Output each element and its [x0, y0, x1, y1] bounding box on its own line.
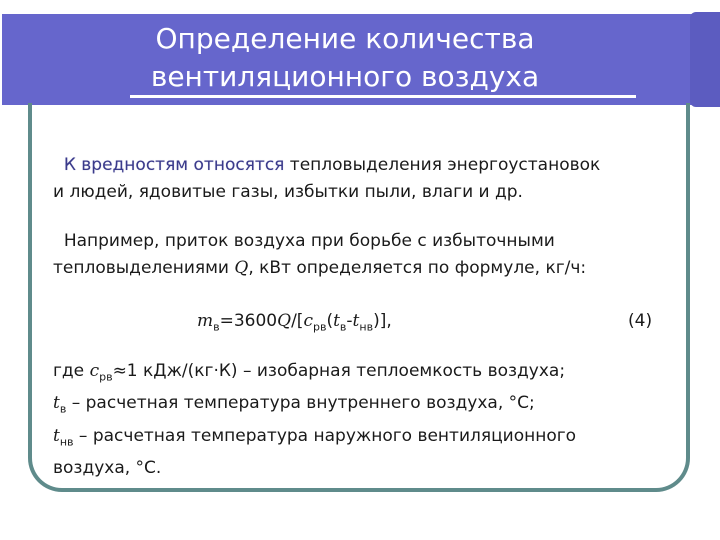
- legend-line-4: воздуха, °С.: [53, 458, 162, 479]
- legend-tv: t: [53, 393, 60, 414]
- legend-line-1: [53, 358, 633, 390]
- slide-title: [130, 20, 560, 96]
- formula: [197, 308, 392, 340]
- title-bar-tab: [690, 12, 720, 107]
- formula-t1-sub: в: [339, 320, 347, 334]
- formula-m: m: [197, 311, 214, 331]
- legend-c: c: [89, 361, 100, 381]
- title-underline: [130, 95, 636, 98]
- title-line-2: вентиляционного воздуха: [150, 60, 540, 93]
- paragraph-example: [53, 228, 633, 282]
- legend-line-3: [53, 423, 633, 455]
- legend-tnv-sub: нв: [59, 435, 74, 449]
- formula-slash: /[: [291, 311, 304, 331]
- legend-tv-sub: в: [59, 402, 67, 416]
- legend-l3-b: – расчетная температура наружного вентиляционного: [73, 425, 577, 446]
- harmful-factors-line2: и людей, ядовитые газы, избытки пыли, влаги и др.: [53, 182, 523, 202]
- paragraph-harmful-factors: [53, 152, 633, 206]
- example-line1: Например, приток воздуха при борьбе с избыточными: [63, 231, 555, 251]
- example-line2-a: тепловыделениями: [53, 258, 235, 278]
- legend-l2-b: – расчетная температура внутреннего воздуха, °С;: [66, 393, 535, 414]
- legend-l1-a: где: [53, 361, 90, 381]
- formula-minus: -: [346, 311, 353, 331]
- example-line2-b: , кВт определяется по формуле, кг/ч:: [248, 258, 587, 278]
- formula-c: c: [303, 311, 313, 331]
- legend-l1-b: ≈1 кДж/(кг·К) – изобарная теплоемкость воздуха;: [112, 361, 566, 381]
- formula-t2-sub: нв: [359, 320, 374, 334]
- harmful-factors-lead: К вредностям относятся: [63, 155, 285, 175]
- formula-t1: t: [333, 311, 340, 331]
- formula-open: (: [326, 311, 334, 331]
- legend-line-2: [53, 390, 633, 422]
- formula-q: Q: [277, 311, 292, 331]
- formula-c-sub: рв: [312, 320, 327, 334]
- formula-eq: =3600: [219, 311, 278, 331]
- legend-c-sub: рв: [99, 370, 113, 384]
- formula-m-sub: в: [213, 320, 220, 334]
- example-q-symbol: Q: [234, 258, 249, 278]
- legend-tnv: t: [53, 425, 60, 446]
- paragraph-legend: [53, 358, 633, 482]
- formula-t2: t: [352, 311, 360, 331]
- harmful-factors-text: тепловыделения энергоустановок: [284, 155, 601, 175]
- formula-close: )],: [373, 311, 392, 331]
- formula-number: (4): [628, 311, 653, 331]
- title-line-1: Определение количества: [155, 22, 535, 55]
